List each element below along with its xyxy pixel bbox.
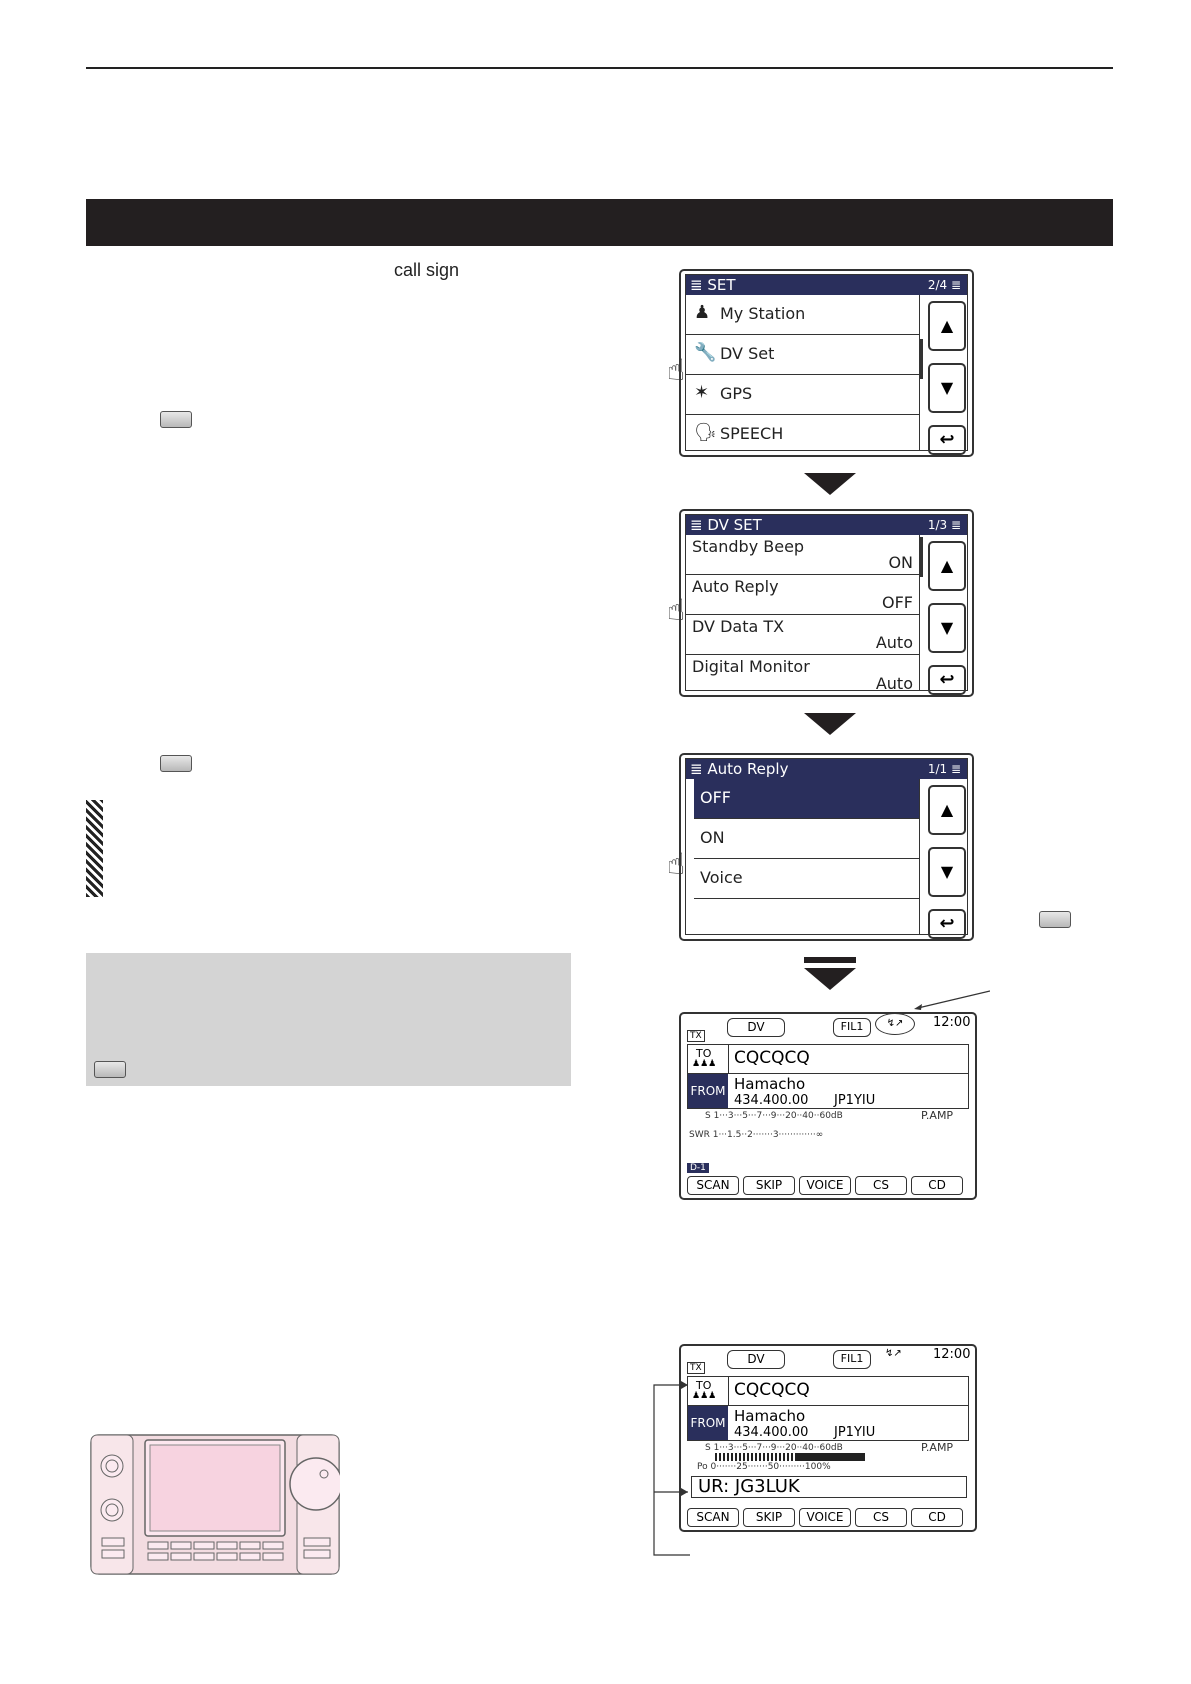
from-name: Hamacho (734, 1407, 806, 1425)
from-label: FROM (688, 1074, 728, 1108)
touch-hand-icon: ☝ (667, 353, 686, 388)
auto-reply-title: Auto Reply (707, 760, 789, 778)
from-row[interactable] (687, 1405, 969, 1441)
skip-button[interactable]: SKIP (743, 1508, 795, 1527)
scroll-up-button[interactable]: ▲ (928, 301, 966, 351)
from-name: Hamacho (734, 1075, 806, 1093)
from-label: FROM (688, 1406, 728, 1440)
double-arrow (804, 968, 856, 990)
menu-key-icon (160, 755, 192, 772)
down-arrow (804, 713, 856, 735)
dv-set-title: DV SET (707, 516, 762, 534)
menu-key-icon (160, 411, 192, 428)
set-screen (667, 269, 974, 457)
main-display-1 (679, 1012, 977, 1200)
group-icon: ♟♟♟ (692, 1059, 717, 1069)
scroll-down-button[interactable]: ▼ (928, 847, 966, 897)
option-on[interactable]: ON (694, 819, 919, 859)
menu-item-digital-monitor[interactable]: Digital Monitor Auto (692, 657, 913, 693)
menu-item-auto-reply[interactable]: Auto Reply OFF (686, 575, 919, 615)
scrollbar[interactable] (920, 339, 923, 379)
memory-channel: D-1 (687, 1163, 709, 1173)
key-icon (94, 1061, 126, 1078)
auto-reply-icon: ↯↗ (875, 1013, 915, 1035)
top-rule (86, 67, 1113, 69)
hatch-marker (86, 800, 103, 897)
voice-button[interactable]: VOICE (799, 1508, 851, 1527)
main-display-2 (679, 1344, 977, 1532)
skip-button[interactable]: SKIP (743, 1176, 795, 1195)
option-voice[interactable]: Voice (694, 859, 919, 899)
cs-button[interactable]: CS (855, 1508, 907, 1527)
back-button[interactable]: ↩ (928, 909, 966, 939)
exit-key-icon (1039, 911, 1071, 928)
dv-set-screen (667, 509, 974, 697)
menu-item-dv-set[interactable]: 🔧 DV Set (686, 335, 919, 375)
cd-button[interactable]: CD (911, 1176, 963, 1195)
scrollbar[interactable] (920, 537, 923, 577)
scan-button[interactable]: SCAN (687, 1176, 739, 1195)
menu-item-gps[interactable]: ✶ GPS (686, 375, 919, 415)
section-header-bar (86, 199, 1113, 246)
set-title-bar: ≣ SET 2/4 ≣ (686, 275, 967, 295)
callsign: JP1YIU (834, 1093, 876, 1108)
s-meter-scale: S 1···3···5···7···9···20··40··60dB (705, 1443, 843, 1453)
filter-indicator[interactable]: FIL1 (833, 1018, 871, 1037)
filter-indicator[interactable]: FIL1 (833, 1350, 871, 1369)
callsign: JP1YIU (834, 1425, 876, 1440)
s-meter-scale: S 1···3···5···7···9···20··40··60dB (705, 1111, 843, 1121)
menu-item-standby-beep[interactable]: Standby Beep ON (686, 535, 919, 575)
swr-scale: SWR 1···1.5··2·······3·············∞ (689, 1130, 824, 1140)
to-value: CQCQCQ (734, 1048, 810, 1068)
down-arrow (804, 473, 856, 495)
clock: 12:00 (933, 1015, 971, 1030)
to-row[interactable] (687, 1044, 969, 1074)
person-icon: ♟ (694, 302, 711, 323)
group-icon: ♟♟♟ (692, 1391, 717, 1401)
auto-reply-screen (667, 753, 974, 941)
set-page: 2/4 (927, 278, 948, 292)
speech-icon: 🗣 (694, 422, 717, 443)
back-button[interactable]: ↩ (928, 425, 966, 455)
frequency: 434.400.00 (734, 1093, 809, 1108)
to-row[interactable] (687, 1376, 969, 1406)
tx-badge: TX (687, 1362, 705, 1374)
scan-button[interactable]: SCAN (687, 1508, 739, 1527)
dv-set-page: 1/3 (927, 518, 948, 532)
to-label: TO (696, 1047, 712, 1060)
mode-indicator[interactable]: DV (727, 1350, 785, 1369)
transceiver-illustration (90, 1434, 340, 1575)
double-arrow-bar (804, 957, 856, 963)
cd-button[interactable]: CD (911, 1508, 963, 1527)
scroll-up-button[interactable]: ▲ (928, 785, 966, 835)
to-label: TO (696, 1379, 712, 1392)
to-value: CQCQCQ (734, 1380, 810, 1400)
touch-hand-icon: ☝ (667, 847, 686, 882)
menu-item-dv-data-tx[interactable]: DV Data TX Auto (686, 615, 919, 655)
po-scale: Po 0·······25·······50·········100% (697, 1462, 831, 1472)
mode-indicator[interactable]: DV (727, 1018, 785, 1037)
signal-bargraph-fill (795, 1453, 865, 1461)
touch-hand-icon: ☝ (667, 593, 686, 628)
wrench-icon: 🔧 (694, 342, 717, 363)
set-title: SET (707, 276, 736, 294)
pamp-indicator: P.AMP (921, 1109, 954, 1122)
scroll-down-button[interactable]: ▼ (928, 363, 966, 413)
scroll-down-button[interactable]: ▼ (928, 603, 966, 653)
frequency: 434.400.00 (734, 1425, 809, 1440)
option-off[interactable]: OFF (694, 779, 919, 819)
auto-reply-icon: ↯↗ (885, 1348, 902, 1359)
call-sign-text: call sign (394, 260, 460, 280)
auto-reply-title-bar: ≣ Auto Reply 1/1 ≣ (686, 759, 967, 779)
clock: 12:00 (933, 1347, 971, 1362)
voice-button[interactable]: VOICE (799, 1176, 851, 1195)
satellite-icon: ✶ (694, 382, 710, 403)
menu-item-speech[interactable]: 🗣 SPEECH (694, 422, 784, 443)
note-box (86, 953, 571, 1086)
callout-line (910, 990, 990, 1012)
pamp-indicator: P.AMP (921, 1441, 954, 1454)
scroll-up-button[interactable]: ▲ (928, 541, 966, 591)
from-row[interactable] (687, 1073, 969, 1109)
menu-item-my-station[interactable]: ♟ My Station (686, 295, 919, 335)
tx-badge: TX (687, 1030, 705, 1042)
ur-callsign-field[interactable]: UR: JG3LUK (691, 1476, 967, 1498)
back-button[interactable]: ↩ (928, 665, 966, 695)
dv-set-title-bar: ≣ DV SET 1/3 ≣ (686, 515, 967, 535)
auto-reply-page: 1/1 (927, 762, 948, 776)
cs-button[interactable]: CS (855, 1176, 907, 1195)
bracket-connector (650, 1380, 690, 1560)
